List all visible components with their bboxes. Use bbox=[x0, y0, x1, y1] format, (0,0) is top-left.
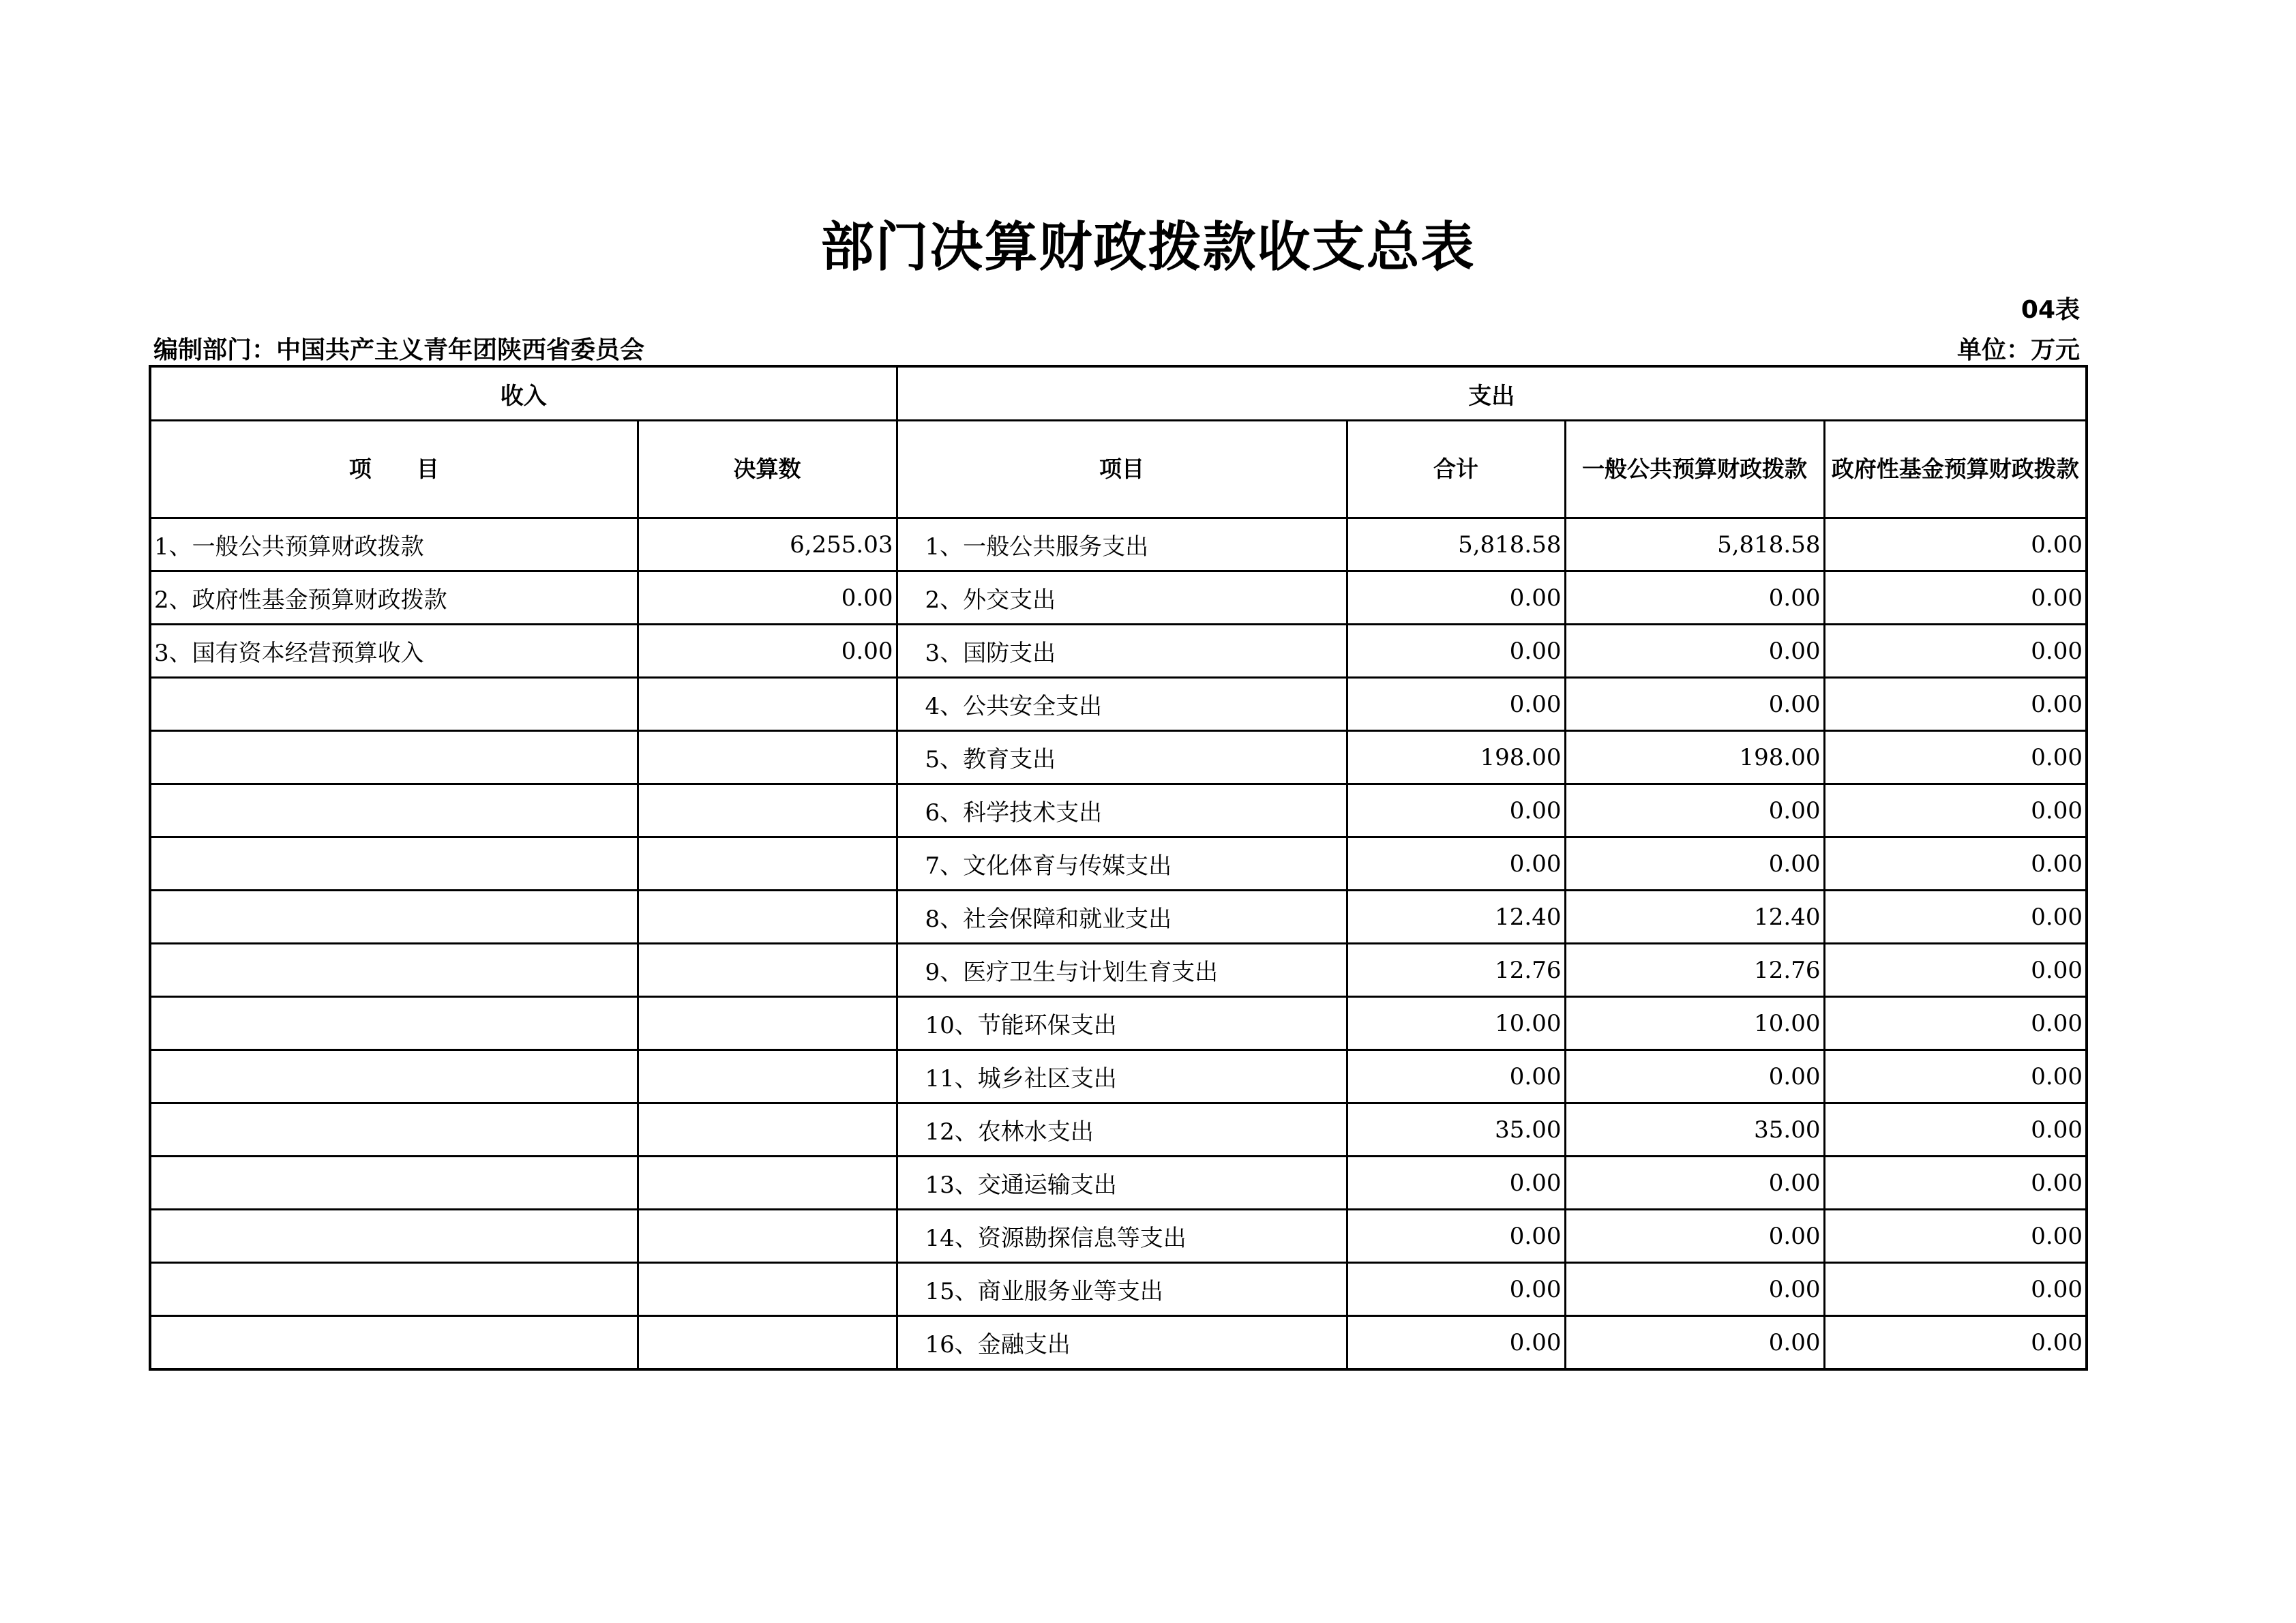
income-item-cell bbox=[150, 997, 638, 1050]
income-amount-cell bbox=[638, 784, 897, 837]
income-amount-cell bbox=[638, 1210, 897, 1263]
expense-item-cell: 13、交通运输支出 bbox=[897, 1157, 1347, 1210]
expense-item-cell: 11、城乡社区支出 bbox=[897, 1050, 1347, 1103]
expense-total-cell: 0.00 bbox=[1347, 1157, 1565, 1210]
expense-fund-cell: 0.00 bbox=[1824, 891, 2087, 944]
expense-general-cell: 12.40 bbox=[1565, 891, 1824, 944]
income-item-cell bbox=[150, 1263, 638, 1316]
expense-total-header: 合计 bbox=[1347, 421, 1565, 518]
table-row bbox=[150, 518, 2087, 571]
income-item-cell bbox=[150, 678, 638, 731]
expense-general-cell: 12.76 bbox=[1565, 944, 1824, 997]
expense-item-cell: 16、金融支出 bbox=[897, 1316, 1347, 1370]
table-row bbox=[150, 571, 2087, 625]
income-amount-cell bbox=[638, 997, 897, 1050]
expense-fund-cell: 0.00 bbox=[1824, 997, 2087, 1050]
income-item-cell bbox=[150, 1316, 638, 1370]
expense-general-cell: 0.00 bbox=[1565, 678, 1824, 731]
expense-total-cell: 198.00 bbox=[1347, 731, 1565, 784]
expense-fund-cell: 0.00 bbox=[1824, 625, 2087, 678]
expense-fund-cell: 0.00 bbox=[1824, 1103, 2087, 1157]
income-amount-cell: 6,255.03 bbox=[638, 518, 897, 571]
table-row bbox=[150, 997, 2087, 1050]
income-amount-cell bbox=[638, 891, 897, 944]
expense-fund-cell: 0.00 bbox=[1824, 678, 2087, 731]
expense-total-cell: 0.00 bbox=[1347, 784, 1565, 837]
expense-fund-cell: 0.00 bbox=[1824, 731, 2087, 784]
expense-general-cell: 0.00 bbox=[1565, 1316, 1824, 1370]
expense-item-cell: 1、一般公共服务支出 bbox=[897, 518, 1347, 571]
expense-total-cell: 0.00 bbox=[1347, 1316, 1565, 1370]
expense-general-cell: 0.00 bbox=[1565, 1210, 1824, 1263]
income-amount-cell bbox=[638, 678, 897, 731]
expense-fund-cell: 0.00 bbox=[1824, 784, 2087, 837]
group-header-row bbox=[150, 366, 2087, 421]
expense-total-cell: 0.00 bbox=[1347, 1263, 1565, 1316]
expense-total-cell: 0.00 bbox=[1347, 571, 1565, 625]
income-amount-cell bbox=[638, 944, 897, 997]
unit-label: 单位：万元 bbox=[1956, 336, 2080, 364]
income-item-cell: 1、一般公共预算财政拨款 bbox=[150, 518, 638, 571]
expense-total-cell: 10.00 bbox=[1347, 997, 1565, 1050]
expense-general-cell: 0.00 bbox=[1565, 1050, 1824, 1103]
income-item-cell bbox=[150, 1050, 638, 1103]
expense-total-cell: 0.00 bbox=[1347, 1210, 1565, 1263]
expense-total-cell: 35.00 bbox=[1347, 1103, 1565, 1157]
income-item-cell bbox=[150, 891, 638, 944]
expense-total-cell: 5,818.58 bbox=[1347, 518, 1565, 571]
expense-general-cell: 0.00 bbox=[1565, 1263, 1824, 1316]
expense-item-cell: 12、农林水支出 bbox=[897, 1103, 1347, 1157]
table-row bbox=[150, 891, 2087, 944]
expense-item-cell: 14、资源勘探信息等支出 bbox=[897, 1210, 1347, 1263]
column-header-row bbox=[150, 421, 2087, 518]
expense-item-cell: 2、外交支出 bbox=[897, 571, 1347, 625]
table-body bbox=[150, 518, 2087, 1370]
org-label: 编制部门：中国共产主义青年团陕西省委员会 bbox=[153, 336, 645, 364]
expense-item-header: 项目 bbox=[897, 421, 1347, 518]
expense-general-cell: 0.00 bbox=[1565, 1157, 1824, 1210]
expense-general-cell: 198.00 bbox=[1565, 731, 1824, 784]
income-amount-cell: 0.00 bbox=[638, 625, 897, 678]
income-item-cell bbox=[150, 731, 638, 784]
expense-fund-cell: 0.00 bbox=[1824, 837, 2087, 891]
table-row bbox=[150, 731, 2087, 784]
table-row bbox=[150, 784, 2087, 837]
expense-total-cell: 0.00 bbox=[1347, 1050, 1565, 1103]
income-amount-header: 决算数 bbox=[638, 421, 897, 518]
expense-general-header: 一般公共预算财政拨款 bbox=[1565, 421, 1824, 518]
expense-general-cell: 5,818.58 bbox=[1565, 518, 1824, 571]
income-amount-cell: 0.00 bbox=[638, 571, 897, 625]
expense-fund-cell: 0.00 bbox=[1824, 1157, 2087, 1210]
income-item-cell bbox=[150, 1103, 638, 1157]
table-number: 04表 bbox=[2021, 296, 2080, 324]
income-item-cell bbox=[150, 1210, 638, 1263]
income-amount-cell bbox=[638, 731, 897, 784]
table-row bbox=[150, 1316, 2087, 1370]
expense-item-cell: 10、节能环保支出 bbox=[897, 997, 1347, 1050]
expense-item-cell: 8、社会保障和就业支出 bbox=[897, 891, 1347, 944]
expense-general-cell: 35.00 bbox=[1565, 1103, 1824, 1157]
income-item-cell: 2、政府性基金预算财政拨款 bbox=[150, 571, 638, 625]
income-amount-cell bbox=[638, 837, 897, 891]
expense-item-cell: 7、文化体育与传媒支出 bbox=[897, 837, 1347, 891]
income-item-header: 项 目 bbox=[150, 421, 638, 518]
income-amount-cell bbox=[638, 1157, 897, 1210]
expense-item-cell: 4、公共安全支出 bbox=[897, 678, 1347, 731]
budget-table bbox=[149, 365, 2088, 1371]
expense-general-cell: 0.00 bbox=[1565, 837, 1824, 891]
table-row bbox=[150, 944, 2087, 997]
expense-fund-cell: 0.00 bbox=[1824, 1210, 2087, 1263]
income-item-cell bbox=[150, 1157, 638, 1210]
expense-total-cell: 0.00 bbox=[1347, 625, 1565, 678]
expense-fund-header: 政府性基金预算财政拨款 bbox=[1824, 421, 2087, 518]
expense-general-cell: 0.00 bbox=[1565, 571, 1824, 625]
expense-general-cell: 0.00 bbox=[1565, 625, 1824, 678]
income-item-cell bbox=[150, 837, 638, 891]
page-title: 部门决算财政拨款收支总表 bbox=[820, 217, 1476, 278]
expense-general-cell: 0.00 bbox=[1565, 784, 1824, 837]
table-row bbox=[150, 1050, 2087, 1103]
expense-total-cell: 12.76 bbox=[1347, 944, 1565, 997]
table-row bbox=[150, 625, 2087, 678]
table-row bbox=[150, 678, 2087, 731]
income-amount-cell bbox=[638, 1103, 897, 1157]
expense-item-cell: 15、商业服务业等支出 bbox=[897, 1263, 1347, 1316]
expense-total-cell: 0.00 bbox=[1347, 837, 1565, 891]
expense-general-cell: 10.00 bbox=[1565, 997, 1824, 1050]
income-group-header: 收入 bbox=[150, 366, 897, 421]
table-row bbox=[150, 1210, 2087, 1263]
expense-fund-cell: 0.00 bbox=[1824, 571, 2087, 625]
expense-item-cell: 3、国防支出 bbox=[897, 625, 1347, 678]
income-item-cell: 3、国有资本经营预算收入 bbox=[150, 625, 638, 678]
expense-item-cell: 9、医疗卫生与计划生育支出 bbox=[897, 944, 1347, 997]
expense-group-header: 支出 bbox=[897, 366, 2087, 421]
expense-fund-cell: 0.00 bbox=[1824, 1263, 2087, 1316]
expense-fund-cell: 0.00 bbox=[1824, 944, 2087, 997]
expense-total-cell: 0.00 bbox=[1347, 678, 1565, 731]
table-row bbox=[150, 1263, 2087, 1316]
table-row bbox=[150, 1157, 2087, 1210]
income-item-cell bbox=[150, 944, 638, 997]
income-amount-cell bbox=[638, 1050, 897, 1103]
income-amount-cell bbox=[638, 1263, 897, 1316]
expense-fund-cell: 0.00 bbox=[1824, 518, 2087, 571]
expense-total-cell: 12.40 bbox=[1347, 891, 1565, 944]
table-row bbox=[150, 837, 2087, 891]
income-item-cell bbox=[150, 784, 638, 837]
expense-item-cell: 5、教育支出 bbox=[897, 731, 1347, 784]
expense-fund-cell: 0.00 bbox=[1824, 1316, 2087, 1370]
expense-item-cell: 6、科学技术支出 bbox=[897, 784, 1347, 837]
table-row bbox=[150, 1103, 2087, 1157]
expense-fund-cell: 0.00 bbox=[1824, 1050, 2087, 1103]
income-amount-cell bbox=[638, 1316, 897, 1370]
